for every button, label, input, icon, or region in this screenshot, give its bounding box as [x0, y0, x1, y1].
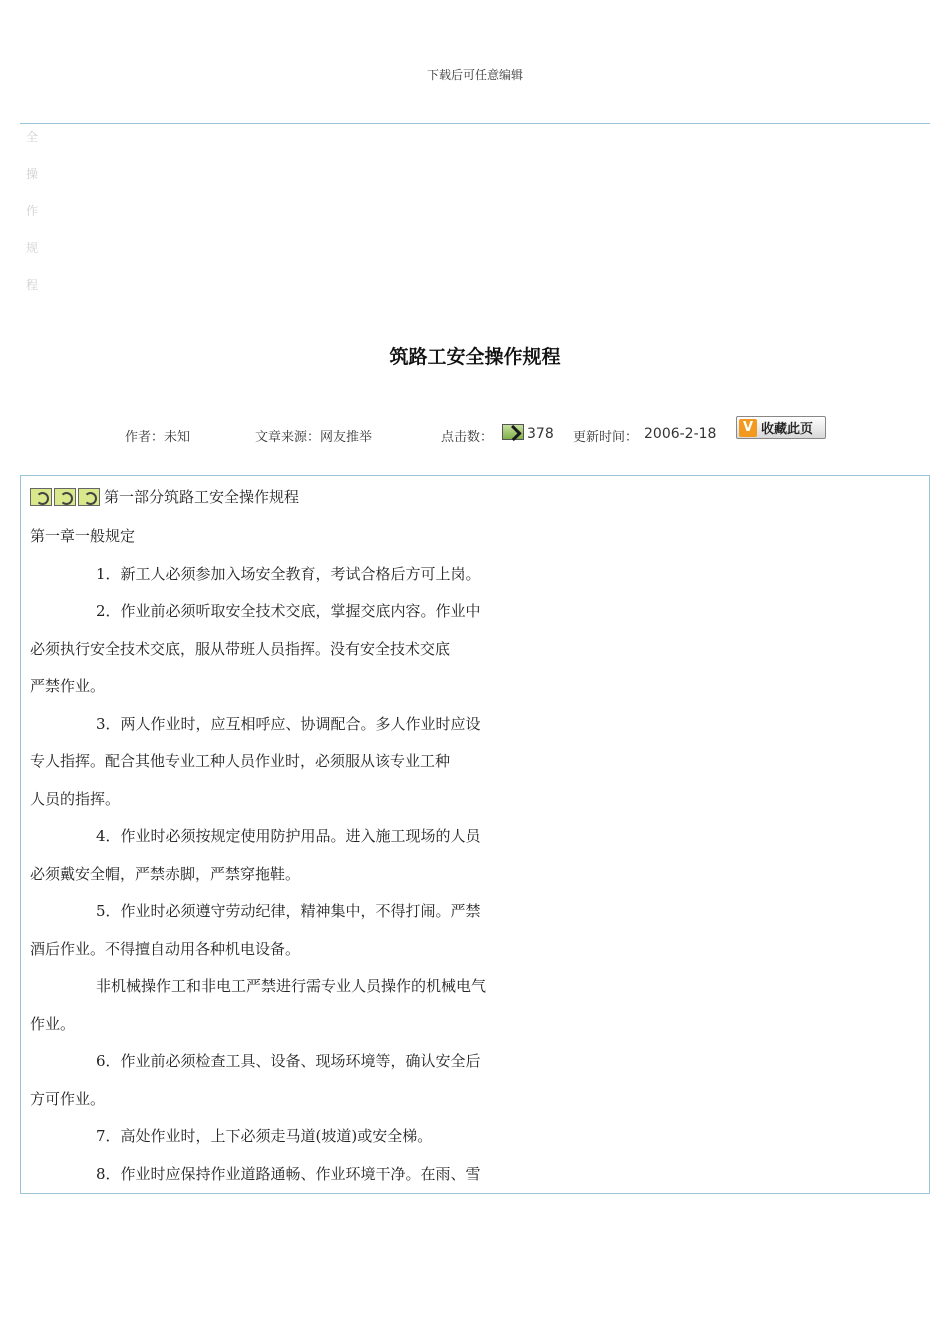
- side-label: 规: [26, 241, 39, 255]
- hits-count: 378: [527, 426, 554, 442]
- body-line: 作业。: [30, 1014, 76, 1033]
- updated-label: 更新时间：: [573, 430, 639, 445]
- hits-icon: [502, 424, 524, 440]
- side-label: 全: [26, 130, 39, 144]
- article-meta: [0, 419, 950, 446]
- body-line: 非机械操作工和非电工严禁进行需专业人员操作的机械电气: [96, 977, 487, 995]
- body-line: 5．作业时必须遵守劳动纪律，精神集中，不得打闹。严禁: [96, 902, 481, 920]
- side-label: 程: [26, 278, 39, 292]
- body-line: 第一章一般规定: [30, 527, 136, 545]
- body-line: 必须执行安全技术交底，服从带班人员指挥。没有安全技术交底: [30, 639, 451, 658]
- bookmark-page-button[interactable]: [736, 416, 826, 439]
- swirl-icon: [78, 488, 100, 506]
- side-label: 作: [26, 204, 39, 218]
- updated-date: 2006-2-18: [644, 426, 717, 442]
- body-line: 7．高处作业时，上下必须走马道(坡道)或安全梯。: [96, 1127, 433, 1145]
- body-line: 2．作业前必须听取安全技术交底，掌握交底内容。作业中: [96, 602, 481, 620]
- top-divider: [20, 123, 930, 124]
- side-vertical-labels: [26, 128, 42, 313]
- side-label: 操: [26, 167, 39, 181]
- body-line: 方可作业。: [30, 1089, 106, 1108]
- body-line: 4．作业时必须按规定使用防护用品。进入施工现场的人员: [96, 827, 481, 845]
- body-line: 3．两人作业时，应互相呼应、协调配合。多人作业时应设: [96, 714, 481, 733]
- body-line: 8．作业时应保持作业道路通畅、作业环境干净。在雨、雪: [96, 1164, 481, 1183]
- body-line: 酒后作业。不得擅自动用各种机电设备。: [30, 939, 301, 958]
- bookmark-label: 收藏此页: [761, 422, 814, 437]
- body-line: 必须戴安全帽，严禁赤脚，严禁穿拖鞋。: [30, 864, 301, 883]
- source-text: 文章来源：网友推举: [255, 430, 373, 445]
- v-logo-icon: V: [739, 419, 757, 437]
- body-line: 专人指挥。配合其他专业工种人员作业时，必须服从该专业工种: [30, 752, 451, 770]
- body-line: 1．新工人必须参加入场安全教育，考试合格后方可上岗。: [96, 564, 481, 583]
- decorative-icons: [30, 488, 102, 506]
- download-note: 下载后可任意编辑: [426, 68, 523, 82]
- body-line: 6．作业前必须检查工具、设备、现场环境等，确认安全后: [96, 1052, 481, 1070]
- section-heading-text: 第一部分筑路工安全操作规程: [104, 488, 300, 506]
- article-content: [20, 475, 930, 1194]
- body-line: 严禁作业。: [30, 677, 106, 695]
- section-heading: [30, 486, 299, 507]
- swirl-icon: [54, 488, 76, 506]
- article-body: [30, 526, 920, 1194]
- author-text: 作者：未知: [125, 430, 191, 445]
- body-line: 人员的指挥。: [30, 789, 121, 808]
- page-title: 筑路工安全操作规程: [389, 346, 561, 368]
- swirl-icon: [30, 488, 52, 506]
- hits-label: 点击数：: [441, 430, 494, 445]
